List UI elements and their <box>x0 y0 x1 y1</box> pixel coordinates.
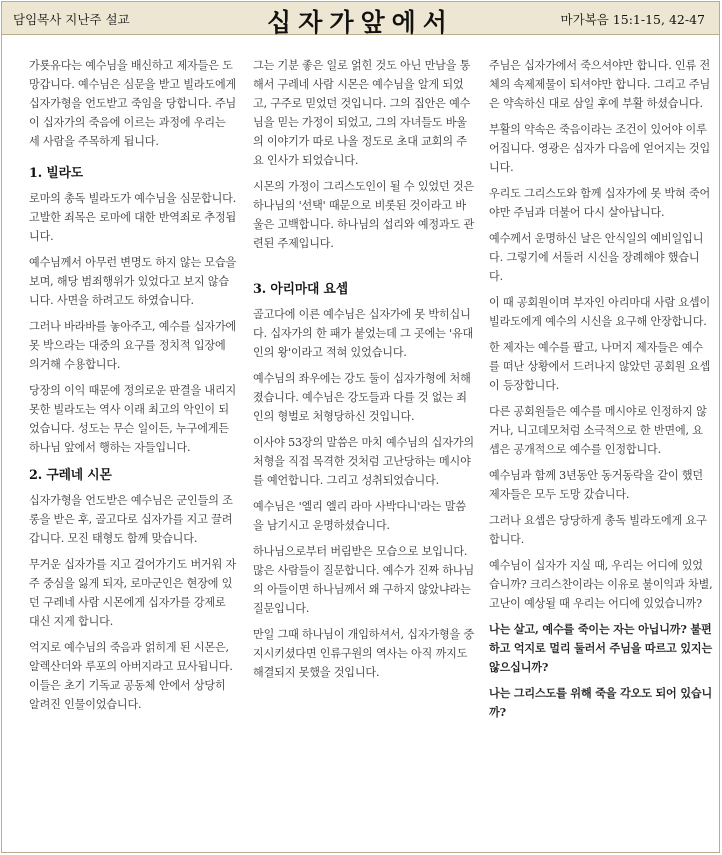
paragraph: 예수님의 좌우에는 강도 둘이 십자가형에 처해졌습니다. 예수님은 강도들과 다를 것 없는 죄인의 형벌로 처형당하신 것입니다. <box>253 372 471 423</box>
scripture-reference: 마가복음 15:1-15, 42-47 <box>560 12 705 27</box>
section-heading-joseph: 3. 아리마대 요셉 <box>253 282 348 297</box>
paragraph: 무거운 십자가를 지고 걸어가기도 버거워 자주 중심을 잃게 되자, 로마군인은 현장에 있던 구레네 사람 시몬에게 십자가를 강제로 대신 지게 합니다. <box>29 558 237 628</box>
column-3 <box>489 56 713 722</box>
section-heading-simon: 2. 구레네 시몬 <box>29 468 112 483</box>
paragraph: 시몬의 가정이 그리스도인이 될 수 있었던 것은 하나님의 '선택' 때문으로 비롯된 것이라고 바울은 고백합니다. 하나님의 섭리와 예정과도 관련된 주제입니다. <box>253 180 475 250</box>
sermon-title: 십자가앞에서 <box>267 8 454 37</box>
paragraph: 로마의 총독 빌라도가 예수님을 심문합니다. 고발한 죄목은 로마에 대한 반역죄로 추정됩니다. <box>29 192 237 243</box>
bulletin-page <box>1 1 720 853</box>
column-1 <box>29 56 239 714</box>
paragraph: 예수님은 '엘리 엘리 라마 사박다니'라는 말씀을 남기시고 운명하셨습니다. <box>253 500 466 532</box>
paragraph: 가룟유다는 예수님을 배신하고 제자들은 도망갑니다. 예수님은 심문을 받고 빌라도에게 십자가형을 언도받고 죽임을 당합니다. 주님이 십자가의 죽음에 이르는 과정에 우리는 세 사람을 주목하게 됩니다. <box>29 59 237 148</box>
paragraph: 예수께서 운명하신 날은 안식일의 예비일입니다. 그렇기에 서둘러 시신을 장례해야 했습니다. <box>489 232 704 283</box>
paragraph: 만일 그때 하나님이 개입하셔서, 십자가형을 중지시키셨다면 인류구원의 역사는 아직 까지도 해결되지 못했을 것입니다. <box>253 628 475 679</box>
paragraph: 그러나 요셉은 당당하게 총독 빌라도에게 요구합니다. <box>489 514 707 546</box>
paragraph: 부활의 약속은 죽음이라는 조건이 있어야 이루어집니다. 영광은 십자가 다음에 얻어지는 것입니다. <box>489 123 711 174</box>
paragraph: 주님은 십자가에서 죽으셔야만 합니다. 인류 전체의 속제제물이 되셔야만 합니다. 그리고 주님은 약속하신 대로 삼일 후에 부활 하셨습니다. <box>489 59 711 110</box>
paragraph: 예수님과 함께 3년동안 동거동락을 같이 했던 제자들은 모두 도망 갔습니다. <box>489 469 703 501</box>
paragraph: 예수님이 십자가 지실 때, 우리는 어디에 있었습니까? 크리스찬이라는 이유로 불이익과 차별, 고난이 예상될 때 우리는 어디에 있었습니까? <box>489 559 713 610</box>
paragraph: 이사야 53장의 말씀은 마치 예수님의 십자가의 처형을 직접 목격한 것처럼 고난당하는 메시야를 예언합니다. 그리고 성취되었습니다. <box>253 436 474 487</box>
question-bold: 나는 그리스도를 위해 죽을 각오도 되어 있습니까? <box>489 687 713 719</box>
paragraph: 골고다에 이른 예수님은 십자가에 못 박히십니다. 십자가의 한 패가 붙었는데 그 곳에는 '유대인의 왕'이라고 적혀 있었습니다. <box>253 308 474 359</box>
paragraph: 우리도 그리스도와 함께 십자가에 못 박혀 죽어야만 주님과 더불어 다시 살아납니다. <box>489 187 711 219</box>
header-bar <box>2 2 719 35</box>
paragraph: 이 때 공회원이며 부자인 아리마대 사람 요셉이 빌라도에게 예수의 시신을 요구해 안장합니다. <box>489 296 711 328</box>
section-heading-pilate: 1. 빌라도 <box>29 166 83 181</box>
question-bold: 나는 살고, 예수를 죽이는 자는 아닙니까? 불편하고 억지로 멀리 둘러서 주님을 따르고 있지는 않으십니까? <box>489 623 713 674</box>
sermon-category: 담임목사 지난주 설교 <box>13 12 130 27</box>
paragraph: 하나님으로부터 버림받은 모습으로 보입니다. 많은 사람들이 질문합니다. 예수가 진짜 하나님의 아들이면 하나님께서 왜 구하지 않았냐라는 질문입니다. <box>253 545 475 615</box>
paragraph: 억지로 예수님의 죽음과 얽히게 된 시몬은, 알렉산더와 루포의 아버지라고 묘사됩니다. 이들은 초기 기독교 공동체 안에서 상당히 알려진 인물이었습니다. <box>29 641 233 711</box>
paragraph: 그는 기분 좋은 일로 얽힌 것도 아닌 만남을 통해서 구레네 사람 시몬은 예수님을 알게 되었고, 구주로 믿었던 것입니다. 그의 집안은 예수님을 믿는 가정이 되었고, 그의 자녀들도 바울의 이야기가 따로 나올 정도로 초대 교회의 주요 인사가 되었습니다. <box>253 59 471 167</box>
paragraph: 예수님께서 아무런 변명도 하지 않는 모습을 보며, 해당 범죄행위가 있었다고 보지 않습니다. 사면을 하려고도 하였습니다. <box>29 256 237 307</box>
paragraph: 그러나 바라바를 놓아주고, 예수를 십자가에 못 박으라는 대중의 요구를 정치적 입장에 의거해 수용합니다. <box>29 320 237 371</box>
paragraph: 한 제자는 예수를 팔고, 나머지 제자들은 예수를 떠난 상황에서 드러나지 않았던 공회원 요셉이 등장합니다. <box>489 341 711 392</box>
paragraph: 당장의 이익 때문에 정의로운 판결을 내리지 못한 빌라도는 역사 이래 최고의 악인이 되었습니다. 성도는 무슨 일이든, 누구에게든 하나님 앞에서 행하는 자들입니다. <box>29 384 237 454</box>
column-2 <box>253 56 476 682</box>
paragraph: 십자가형을 언도받은 예수님은 군인들의 조롱을 받은 후, 골고다로 십자가를 지고 끌려갑니다. 모진 태형도 함께 맞습니다. <box>29 494 233 545</box>
paragraph: 다른 공회원들은 예수를 메시야로 인정하지 않거나, 니고데모처럼 소극적으로 한 반면에, 요셉은 공개적으로 예수를 인정합니다. <box>489 405 707 456</box>
